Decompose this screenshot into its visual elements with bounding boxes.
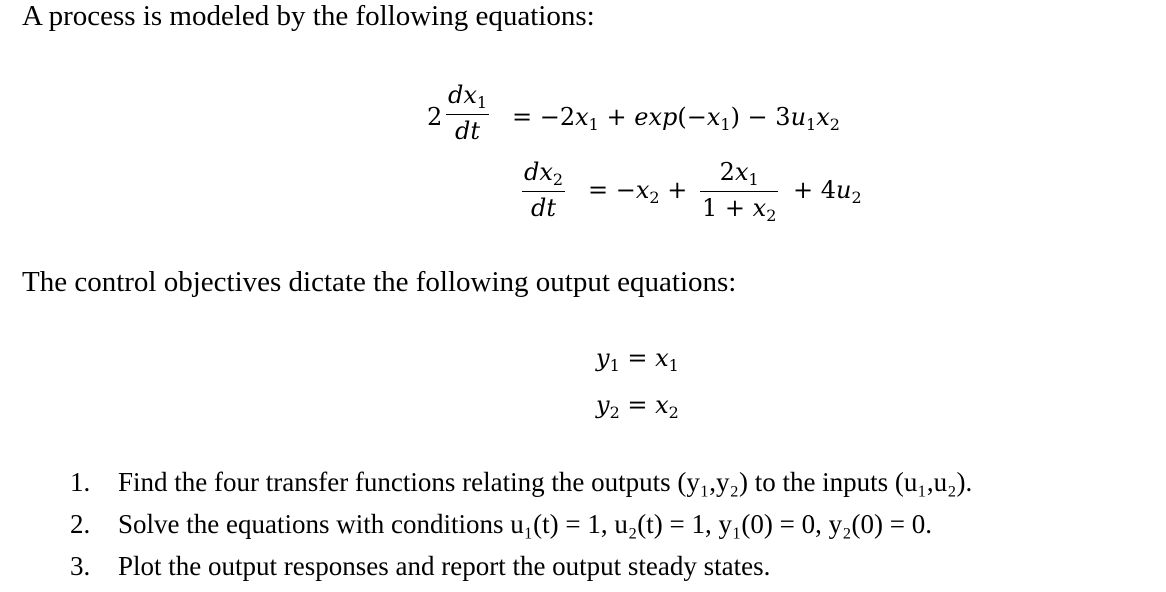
eq1-lhs-fraction: [446, 83, 489, 143]
eq2-rhs-b: + $4u_2$: [793, 176, 862, 207]
eq2-lhs-numerator: $dx_2$: [524, 158, 564, 189]
output-equation-1: $y_1 = x_1$: [596, 344, 679, 375]
eq2-lhs-fraction: [522, 160, 565, 220]
task-text: Plot the output responses and report the output steady states.: [118, 551, 771, 581]
eq1-coefficient: 2: [427, 103, 443, 131]
task-list: [70, 466, 972, 592]
task-number: 2.: [70, 509, 91, 539]
task-text: Find the four transfer functions relating the outputs (y₁,y₂) to the inputs (u₁,u₂).: [118, 467, 973, 497]
task-number: 1.: [70, 467, 91, 497]
eq1-lhs-denominator: dt: [455, 117, 481, 145]
task-item: [70, 508, 972, 550]
eq2-lhs-denominator: dt: [531, 194, 557, 222]
objectives-text: The control objectives dictate the following output equations:: [22, 266, 737, 298]
eq1-rhs: = $-2x_1 + \exp(-x_1) - 3u_1x_2$: [512, 103, 840, 134]
task-item: [70, 550, 972, 592]
task-number: 3.: [70, 551, 91, 581]
task-text: Solve the equations with conditions u₁(t) = 1, u₂(t) = 1, y₁(0) = 0, y₂(0) = 0.: [118, 509, 932, 539]
eq2-rhs-numerator: $2x_1$: [719, 158, 759, 189]
output-equation-2: $y_2 = x_2$: [596, 391, 679, 422]
task-item: [70, 466, 972, 508]
eq2-rhs-denominator: $1 + x_2$: [702, 194, 777, 225]
eq1-lhs-numerator: $dx_1$: [448, 81, 488, 112]
intro-text: A process is modeled by the following equations:: [22, 0, 595, 32]
eq2-rhs-a: = $-x_2$ +: [588, 176, 688, 207]
eq2-rhs-fraction: [700, 160, 778, 224]
